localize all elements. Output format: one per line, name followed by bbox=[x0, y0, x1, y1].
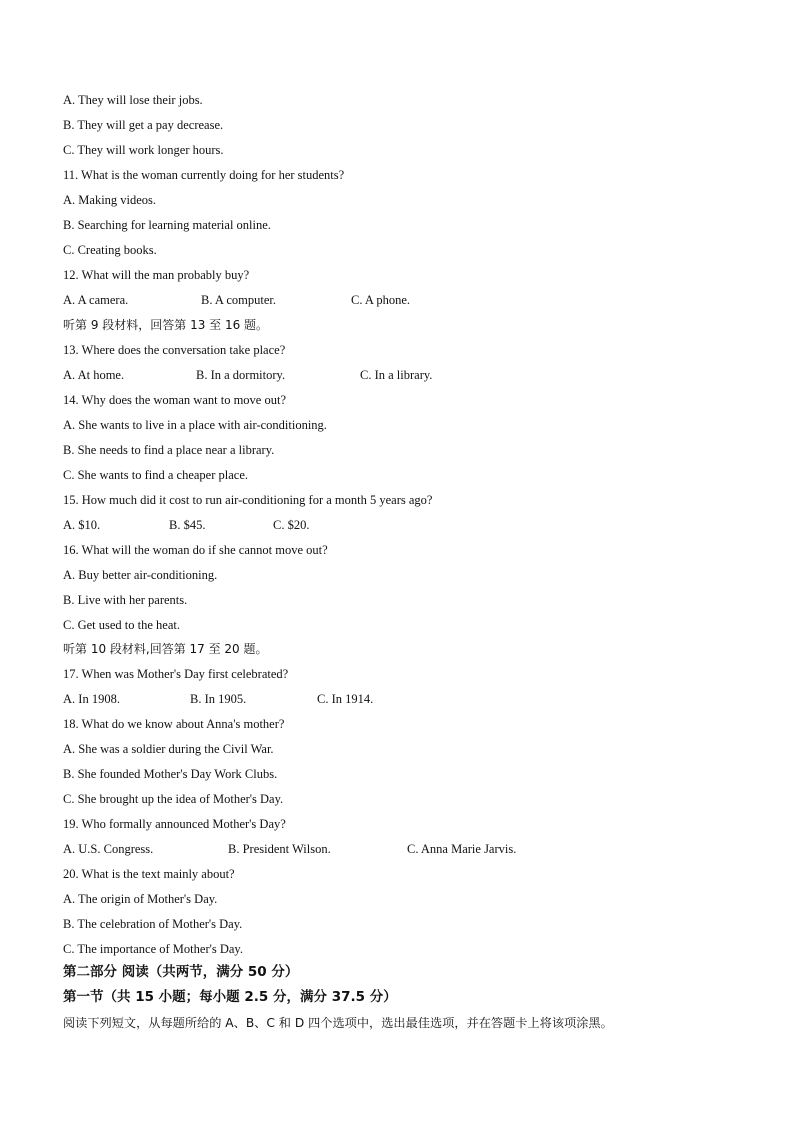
option-a: A. U.S. Congress. bbox=[63, 842, 154, 856]
option-b: B. $45. bbox=[169, 518, 206, 532]
question-line: 14. Why does the woman want to move out? bbox=[63, 393, 286, 407]
option-line: A. The origin of Mother's Day. bbox=[63, 892, 218, 906]
option-line: A. She was a soldier during the Civil War. bbox=[63, 742, 274, 756]
option-b: B. In a dormitory. bbox=[196, 368, 286, 382]
question-line: 15. How much did it cost to run air-conditioning for a month 5 years ago? bbox=[63, 493, 433, 507]
question-line: 12. What will the man probably buy? bbox=[63, 268, 250, 282]
question-line: 13. Where does the conversation take place? bbox=[63, 343, 286, 357]
option-line: C. Creating books. bbox=[63, 243, 157, 257]
question-line: 20. What is the text mainly about? bbox=[63, 867, 235, 881]
option-b: B. A computer. bbox=[201, 293, 276, 307]
option-b: B. In 1905. bbox=[190, 692, 247, 706]
option-a: A. $10. bbox=[63, 518, 101, 532]
option-line: A. She wants to live in a place with air-conditioning. bbox=[63, 418, 327, 432]
option-line: A. Buy better air-conditioning. bbox=[63, 568, 218, 582]
options-row bbox=[63, 691, 403, 707]
part-heading: 第二部分 阅读（共两节，满分 50 分） bbox=[63, 964, 299, 980]
option-line: B. She needs to find a place near a library. bbox=[63, 443, 275, 457]
option-line: B. They will get a pay decrease. bbox=[63, 118, 224, 132]
question-line: 18. What do we know about Anna's mother? bbox=[63, 717, 285, 731]
option-a: A. In 1908. bbox=[63, 692, 120, 706]
option-line: C. They will work longer hours. bbox=[63, 143, 224, 157]
options-row bbox=[63, 292, 483, 308]
question-line: 11. What is the woman currently doing for her students? bbox=[63, 168, 345, 182]
option-c: C. In a library. bbox=[360, 368, 433, 382]
option-c: C. A phone. bbox=[351, 293, 411, 307]
options-row bbox=[63, 841, 543, 857]
option-line: C. She brought up the idea of Mother's Day. bbox=[63, 792, 284, 806]
question-line: 16. What will the woman do if she cannot move out? bbox=[63, 543, 328, 557]
option-line: A. Making videos. bbox=[63, 193, 157, 207]
listening-instruction: 听第 10 段材料,回答第 17 至 20 题。 bbox=[63, 642, 268, 656]
option-line: B. Live with her parents. bbox=[63, 593, 188, 607]
reading-instructions: 阅读下列短文，从每题所给的 A、B、C 和 D 四个选项中，选出最佳选项，并在答题卡上将该项涂黑。 bbox=[63, 1016, 613, 1030]
option-a: A. At home. bbox=[63, 368, 125, 382]
options-row bbox=[63, 517, 363, 533]
section-heading: 第一节（共 15 小题；每小题 2.5 分，满分 37.5 分） bbox=[63, 989, 397, 1005]
option-line: B. Searching for learning material online. bbox=[63, 218, 271, 232]
option-b: B. President Wilson. bbox=[228, 842, 331, 856]
option-line: C. She wants to find a cheaper place. bbox=[63, 468, 249, 482]
option-c: C. Anna Marie Jarvis. bbox=[407, 842, 517, 856]
option-line: C. Get used to the heat. bbox=[63, 618, 180, 632]
option-line: A. They will lose their jobs. bbox=[63, 93, 203, 107]
question-line: 17. When was Mother's Day first celebrated? bbox=[63, 667, 289, 681]
option-line: C. The importance of Mother's Day. bbox=[63, 942, 243, 956]
question-line: 19. Who formally announced Mother's Day? bbox=[63, 817, 286, 831]
option-line: B. The celebration of Mother's Day. bbox=[63, 917, 243, 931]
option-c: C. $20. bbox=[273, 518, 310, 532]
listening-instruction: 听第 9 段材料，回答第 13 至 16 题。 bbox=[63, 318, 269, 332]
option-a: A. A camera. bbox=[63, 293, 129, 307]
option-line: B. She founded Mother's Day Work Clubs. bbox=[63, 767, 278, 781]
option-c: C. In 1914. bbox=[317, 692, 374, 706]
options-row bbox=[63, 367, 483, 383]
